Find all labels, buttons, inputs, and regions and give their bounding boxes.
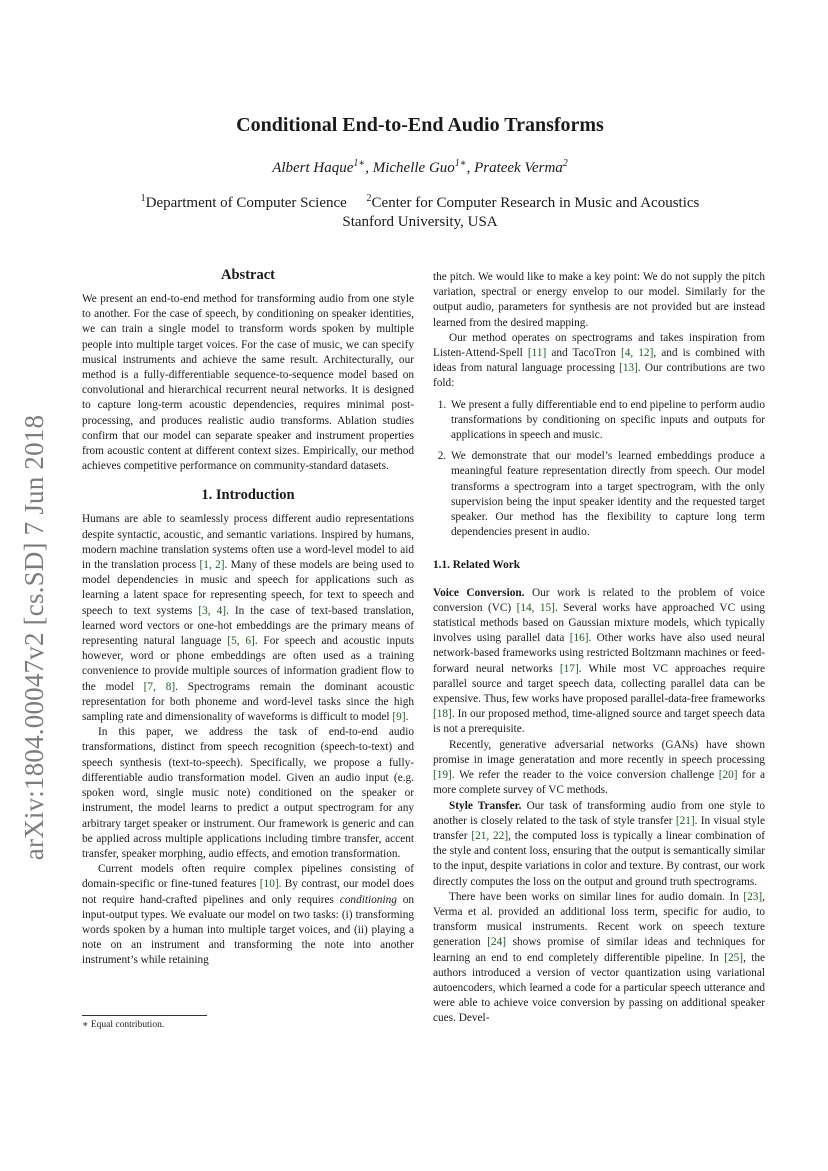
author-name: Albert Haque [272, 160, 354, 176]
affiliation-university: Stanford University, USA [342, 214, 498, 230]
intro-paragraph-3: Current models often require complex pipelines consisting of domain-specific or fine-tuned features [10]. By contrast, our model does not require hand-crafted pipelines and only requires conditioning on input-output types. We evaluate our model on two tasks: (i) transforming words spoken by a human into multiple target voices, and (ii) playing a note on an instrument and transforming the note into another instrument’s while retaining [82, 863, 415, 967]
footnote-mark: ∗ [82, 1020, 89, 1030]
affiliation-ccrma: Center for Computer Research in Music and Acoustics [371, 195, 700, 211]
citation-link[interactable]: [21, 22] [471, 829, 509, 842]
list-item: 1. We present a fully differentiable end to end pipeline to perform audio transformations by conditioning on specific inputs and outputs for applications in speech and music. [449, 398, 765, 444]
list-item: 2. We demonstrate that our model’s learned embeddings produce a meaningful feature representation directly from speech. Our model transforms a spectrogram into a target spectrogram, with the only supervision being the input speaker identity and the requested target speaker. Our method has the flexibility to capture long term dependencies present in audio. [449, 449, 765, 540]
author-mark: 1∗ [454, 158, 467, 169]
citation-link[interactable]: [7, 8] [143, 680, 176, 693]
citation-link[interactable]: [17] [559, 662, 579, 675]
abstract-heading: Abstract [221, 267, 275, 283]
intro-paragraph-4: Our method operates on spectrograms and takes inspiration from Listen-Attend-Spell [11] and TacoTron [4, 12], and is combined with ideas from natural language processing [13]. Our contributions are two fold: [433, 331, 766, 390]
citation-link[interactable]: [19] [433, 769, 452, 782]
abstract-text: We present an end-to-end method for transforming audio from one style to another. For the case of speech, by conditioning on speaker identities, we can train a single model to transform words spoken by multiple people into multiple target voices. For the case of music, we can specify musical instruments and achieve the same result. Architecturally, our method is a fully-differentiable sequence-to-sequence model based on convolutional and hierarchical recurrent neural networks. It is designed to capture long-term acoustic dependencies, requires minimal post-processing, and produces realistic audio transforms. Ablation studies confirm that our model can separate speaker and instrument properties from acoustic content at different context sizes. Empirically, our method achieves competitive performance on community-standard datasets. [82, 293, 414, 473]
related-work-heading: 1.1. Related Work [433, 559, 521, 572]
citation-link[interactable]: [13] [619, 362, 638, 375]
author-mark: 1∗ [353, 158, 366, 169]
voice-conversion-paragraph: Voice Conversion. Our work is related to the problem of voice conversion (VC) [14, 15]. Several works have approached VC using statistical methods based on Gaussian mixture models, which typically involves using parallel data [16]. Other works have also used neural network-based frameworks using restricted Boltzmann machines or feed-forward neural networks [17]. While most VC approaches require parallel source and target speech data, collecting parallel data can be expensive. Thus, few works have proposed parallel-data-free frameworks [18]. In our proposed method, time-aligned source and target speech data is not a prerequisite. [433, 586, 765, 736]
citation-link[interactable]: [24] [487, 936, 507, 949]
arxiv-identifier-text[interactable]: arXiv:1804.00047v2 [cs.SD] 7 Jun 2018 [19, 414, 50, 861]
intro-paragraph-3-cont: the pitch. We would like to make a key point: We do not supply the pitch variation, spectral or energy envelop to our model. Similarly for the output audio, parameters for synthesis are not provided but are instead learned from the desired mapping. [433, 271, 765, 329]
intro-paragraph-1: Humans are able to seamlessly process different audio representations despite syntactic, acoustic, and semantic variations. Inspired by humans, modern machine translation systems often use a word-level model to aid in the translation process [1, 2]. Many of these models are being used to model dependencies in music and speech for applications such as learning a latent space for representing speech, for text to speech and speech to text systems [3, 4]. In the case of text-based translation, learned word vectors or one-hot embeddings are the primary means of representing natural language [5, 6]. For speech and acoustic inputs however, word or phone embeddings are often used as a training convenience to provide multiple sources of information gradient flow to the model [7, 8]. Spectrograms remain the dominant acoustic representation for both phoneme and word-level tasks since the high sampling rate and dimensionality of waveforms is difficult to model [9]. [82, 513, 414, 724]
footnote-text: Equal contribution. [88, 1020, 165, 1030]
paper-title: Conditional End-to-End Audio Transforms [236, 114, 604, 136]
citation-link[interactable]: [5, 6] [227, 635, 255, 648]
citation-link[interactable]: [14, 15] [516, 601, 555, 614]
citation-link[interactable]: [4, 12] [620, 347, 654, 360]
intro-heading: 1. Introduction [201, 487, 295, 504]
footnote [82, 1015, 414, 1030]
right-column [433, 270, 765, 1027]
citation-link[interactable]: [16] [569, 632, 589, 645]
citation-link[interactable]: [18] [433, 708, 452, 721]
author-mark: 2 [562, 158, 568, 169]
audio-domain-paragraph: There have been works on similar lines for audio domain. In [23], Verma et al. provided an additional loss term, specific for audio, to transform musical instruments. Recent work on speech texture generation [24] shows promise of similar ideas and techniques for learning an end to end completely differentible pipeline. In [25], the authors introduced a version of vector quantization using variational autoencoders, which learned a code for a particular speech utterance and were able to achieve voice conversion by passing on additional speaker cues. Devel- [433, 890, 766, 1025]
style-transfer-paragraph: Style Transfer. Our task of transforming audio from one style to another is closely related to the task of style transfer [21]. In visual style transfer [21, 22], the computed loss is typically a linear combination of the style and content loss, ensuring that the output is semantically similar to the input, despite variations in color and texture. By contrast, our work directly computes the loss on the output and ground truth spectrograms. [433, 799, 765, 888]
arxiv-identifier [20, 380, 50, 895]
author-name: Prateek Verma [474, 160, 563, 176]
affiliation-cs: Department of Computer Science [145, 195, 347, 211]
affiliations [70, 194, 770, 232]
citation-link[interactable]: [3, 4] [198, 604, 227, 617]
left-column [82, 266, 414, 969]
author-list: Albert Haque$^{1∗}$, Michelle Guo$^{1∗}$, Prateek Verma$^2$ [272, 158, 568, 176]
citation-link[interactable]: [25] [724, 951, 744, 964]
citation-link[interactable]: [9] [392, 711, 406, 724]
citation-link[interactable]: [20] [718, 769, 738, 782]
citation-link[interactable]: [11] [527, 347, 547, 360]
affiliation-line: $^1$Department of Computer Science $^2$Center for Computer Research in Music and Acoustics [140, 193, 700, 211]
citation-link[interactable]: [21] [675, 814, 695, 827]
citation-link[interactable]: [1, 2] [199, 559, 225, 572]
citation-link[interactable]: [10] [259, 878, 279, 891]
paper-header [70, 112, 770, 232]
citation-link[interactable]: [23] [743, 890, 763, 903]
contribution-list [433, 398, 765, 541]
gan-paragraph: Recently, generative adversarial networks (GANs) have shown promise in image generatation and more recently in speech processing [19]. We refer the reader to the voice conversion challenge [20] for a more complete survey of VC methods. [433, 738, 765, 797]
author-name: Michelle Guo [372, 160, 455, 176]
intro-paragraph-2: In this paper, we address the task of end-to-end audio transformations, distinct from speech recognition (speech-to-text) and speech synthesis (text-to-speech). Specifically, we propose a fully-differentiable audio transformation model. Given an audio input (e.g. spoken word, single music note) conditioned on the speaker or instrument, the model learns to predict a output spectrogram for any arbitrary target speaker or instrument. Our framework is generic and can be applied across multiple applications including timbre transfer, accent transfer, speaker morphing, audio effects, and emotion transformation. [82, 726, 414, 860]
footnote-rule [82, 1015, 207, 1016]
